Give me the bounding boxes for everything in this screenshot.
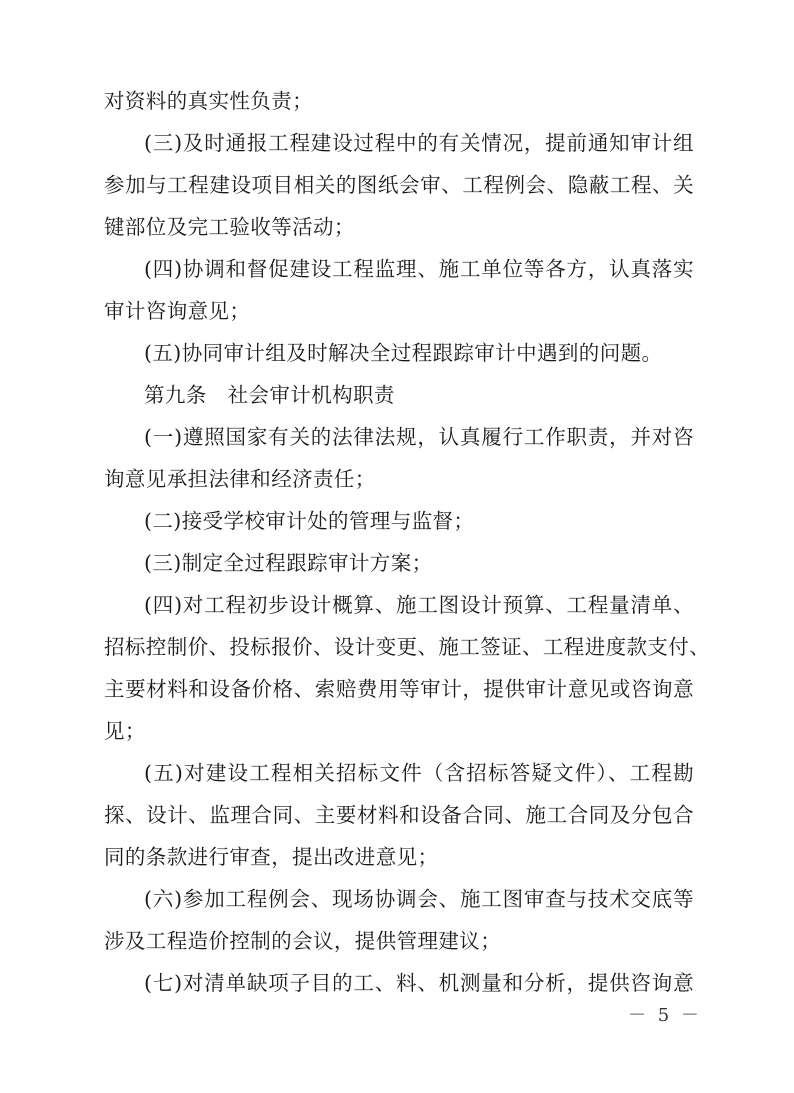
- text-line: (一)遵照国家有关的法律法规，认真履行工作职责，并对咨: [144, 425, 694, 449]
- text-line: 键部位及完工验收等活动；: [104, 215, 355, 239]
- text-line: 涉及工程造价控制的会议，提供管理建议；: [104, 929, 502, 953]
- text-line: (二)接受学校审计处的管理与监督；: [144, 509, 475, 533]
- text-line: 见；: [104, 719, 146, 743]
- text-line: 主要材料和设备价格、索赔费用等审计，提供审计意见或咨询意: [104, 677, 694, 701]
- text-line: (三)制定全过程跟踪审计方案；: [144, 551, 433, 575]
- text-line: (五)协同审计组及时解决全过程跟踪审计中遇到的问题。: [144, 341, 663, 365]
- text-line: 对资料的真实性负责；: [104, 89, 313, 113]
- text-line: (四)对工程初步设计概算、施工图设计预算、工程量清单、: [144, 593, 694, 617]
- text-line: 探、设计、监理合同、主要材料和设备合同、施工合同及分包合: [104, 803, 694, 827]
- text-line: 参加与工程建设项目相关的图纸会审、工程例会、隐蔽工程、关: [104, 173, 694, 197]
- text-line: (三)及时通报工程建设过程中的有关情况，提前通知审计组: [144, 131, 694, 155]
- text-line: (七)对清单缺项子目的工、料、机测量和分析，提供咨询意: [144, 971, 694, 995]
- text-line: 招标控制价、投标报价、设计变更、施工签证、工程进度款支付、: [104, 635, 711, 659]
- text-line: (五)对建设工程相关招标文件（含招标答疑文件）、工程勘: [144, 761, 694, 785]
- text-line: 同的条款进行审查，提出改进意见；: [104, 845, 439, 869]
- article-heading: 第九条 社会审计机构职责: [144, 383, 395, 407]
- text-line: 审计咨询意见；: [104, 299, 251, 323]
- text-line: (四)协调和督促建设工程监理、施工单位等各方，认真落实: [144, 257, 694, 281]
- text-line: (六)参加工程例会、现场协调会、施工图审查与技术交底等: [144, 887, 694, 911]
- page-number: － 5 －: [628, 1005, 702, 1026]
- text-line: 询意见承担法律和经济责任；: [104, 467, 376, 491]
